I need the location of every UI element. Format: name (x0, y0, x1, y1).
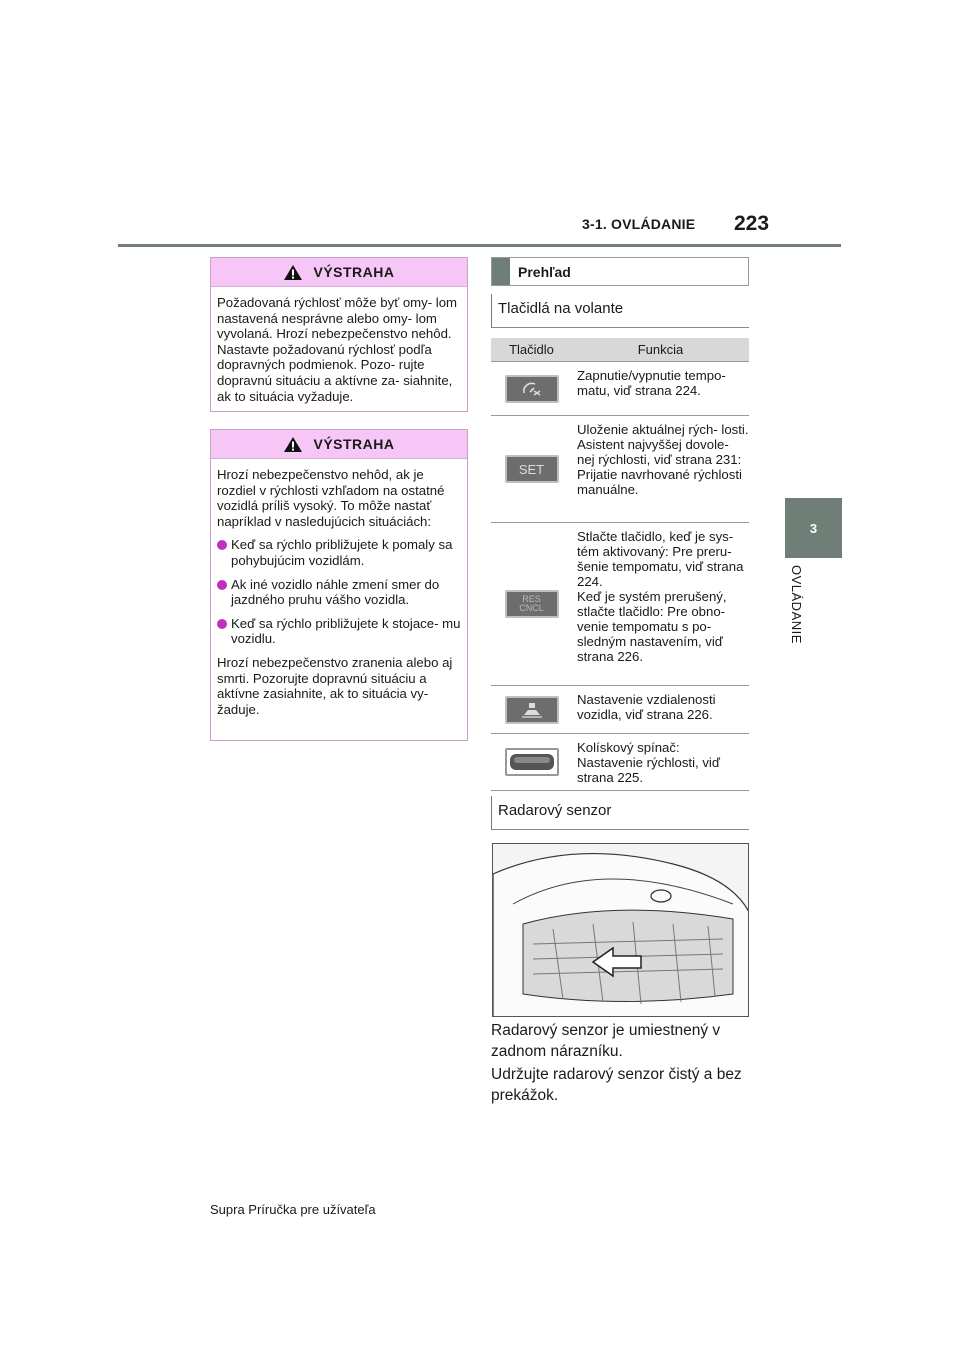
bullet-dot-icon (217, 540, 227, 550)
overview-title: Prehľad (518, 263, 571, 280)
warning-triangle-icon (283, 436, 303, 453)
chapter-tab[interactable]: 3 (785, 498, 842, 558)
table-row: Kolískový spínač: Nastavenie rýchlosti, viď strana 225. (491, 734, 749, 791)
radar-caption-1: Radarový senzor je umiestnený v zadnom nárazníku. (491, 1022, 721, 1060)
chapter-side-label (787, 565, 807, 655)
overview-section-bar (491, 257, 749, 286)
page-number: 223 (734, 212, 770, 235)
warning-intro: Hrozí nebezpečenstvo nehôd, ak je rozdiel v rýchlosti vzhľadom na ostatné vozidlá príliš vysoký. To môže nastať napríklad v nasledujúcich situáciách: (217, 467, 445, 529)
table-row: SET Uloženie aktuálnej rých- losti. Asistent najvyššej dovole- nej rýchlosti, viď strana 231: Prijatie navrhované rýchlosti manuálne. (491, 416, 749, 523)
buttons-table (491, 338, 749, 791)
section-title: 3-1. OVLÁDANIE (582, 216, 696, 232)
warning-box-2 (210, 429, 468, 741)
buttons-heading: Tlačidlá na volante (491, 294, 749, 328)
bullet-dot-icon (217, 580, 227, 590)
header-rule (118, 244, 841, 247)
warning-bullet: Ak iné vozidlo náhle zmení smer do jazdného pruhu vášho vozidla. (217, 577, 461, 608)
warning-box-1 (210, 257, 468, 412)
warning-outro: Hrozí nebezpečenstvo zranenia alebo aj smrti. Pozorujte dopravnú situáciu a aktívne zasiahnite, ak to situácia vy- žaduje. (217, 654, 453, 717)
radar-caption-2: Udržujte radarový senzor čistý a bez prekážok. (491, 1066, 742, 1104)
distance-button-icon (505, 696, 559, 724)
res-cncl-button-icon: RES CNCL (505, 590, 559, 618)
cruise-toggle-icon (505, 375, 559, 403)
rocker-switch-icon (505, 748, 559, 776)
table-row: Zapnutie/vypnutie tempo- matu, viď strana 224. (491, 362, 749, 416)
warning-triangle-icon (283, 264, 303, 281)
col-function-header: Funkcia (637, 342, 684, 357)
col-button-header: Tlačidlo (509, 342, 554, 357)
table-header (491, 338, 749, 362)
chapter-label: OVLÁDANIE (789, 565, 804, 644)
set-button-icon: SET (505, 455, 559, 483)
warning-header (211, 258, 467, 287)
warning-bullet: Keď sa rýchlo približujete k stojace- mu vozidlu. (217, 616, 461, 647)
bullet-dot-icon (217, 619, 227, 629)
footer-text: Supra Príručka pre užívateľa (210, 1202, 376, 1217)
warning-title: VÝSTRAHA (313, 436, 395, 452)
warning-title: VÝSTRAHA (313, 264, 395, 280)
warning-bullet: Keď sa rýchlo približujete k pomaly sa pohybujúcim vozidlám. (217, 537, 461, 568)
table-row: Nastavenie vzdialenosti vozidla, viď strana 226. (491, 686, 749, 734)
table-row: RES CNCL Stlačte tlačidlo, keď je sys- tém aktivovaný: Pre preru- šenie tempomatu, viď strana 224. Keď je systém prerušený, stlačte tlačidlo: Pre obno- venie tempomatu s po- sledným nastavením, viď strana 226. (491, 523, 749, 686)
warning-header (211, 430, 467, 459)
warning-text: Požadovaná rýchlosť môže byť omy- lom nastavená nesprávne alebo omy- lom vyvolaná. Hrozí nebezpečenstvo nehôd. Nastavte požadovanú rýchlosť podľa dopravných podmienok. Pozo- rujte dopravnú situáciu a aktívne za- siahnite, ak to situácia vyžaduje. (217, 295, 458, 404)
radar-sensor-illustration (492, 843, 749, 1017)
radar-heading: Radarový senzor (491, 796, 749, 830)
